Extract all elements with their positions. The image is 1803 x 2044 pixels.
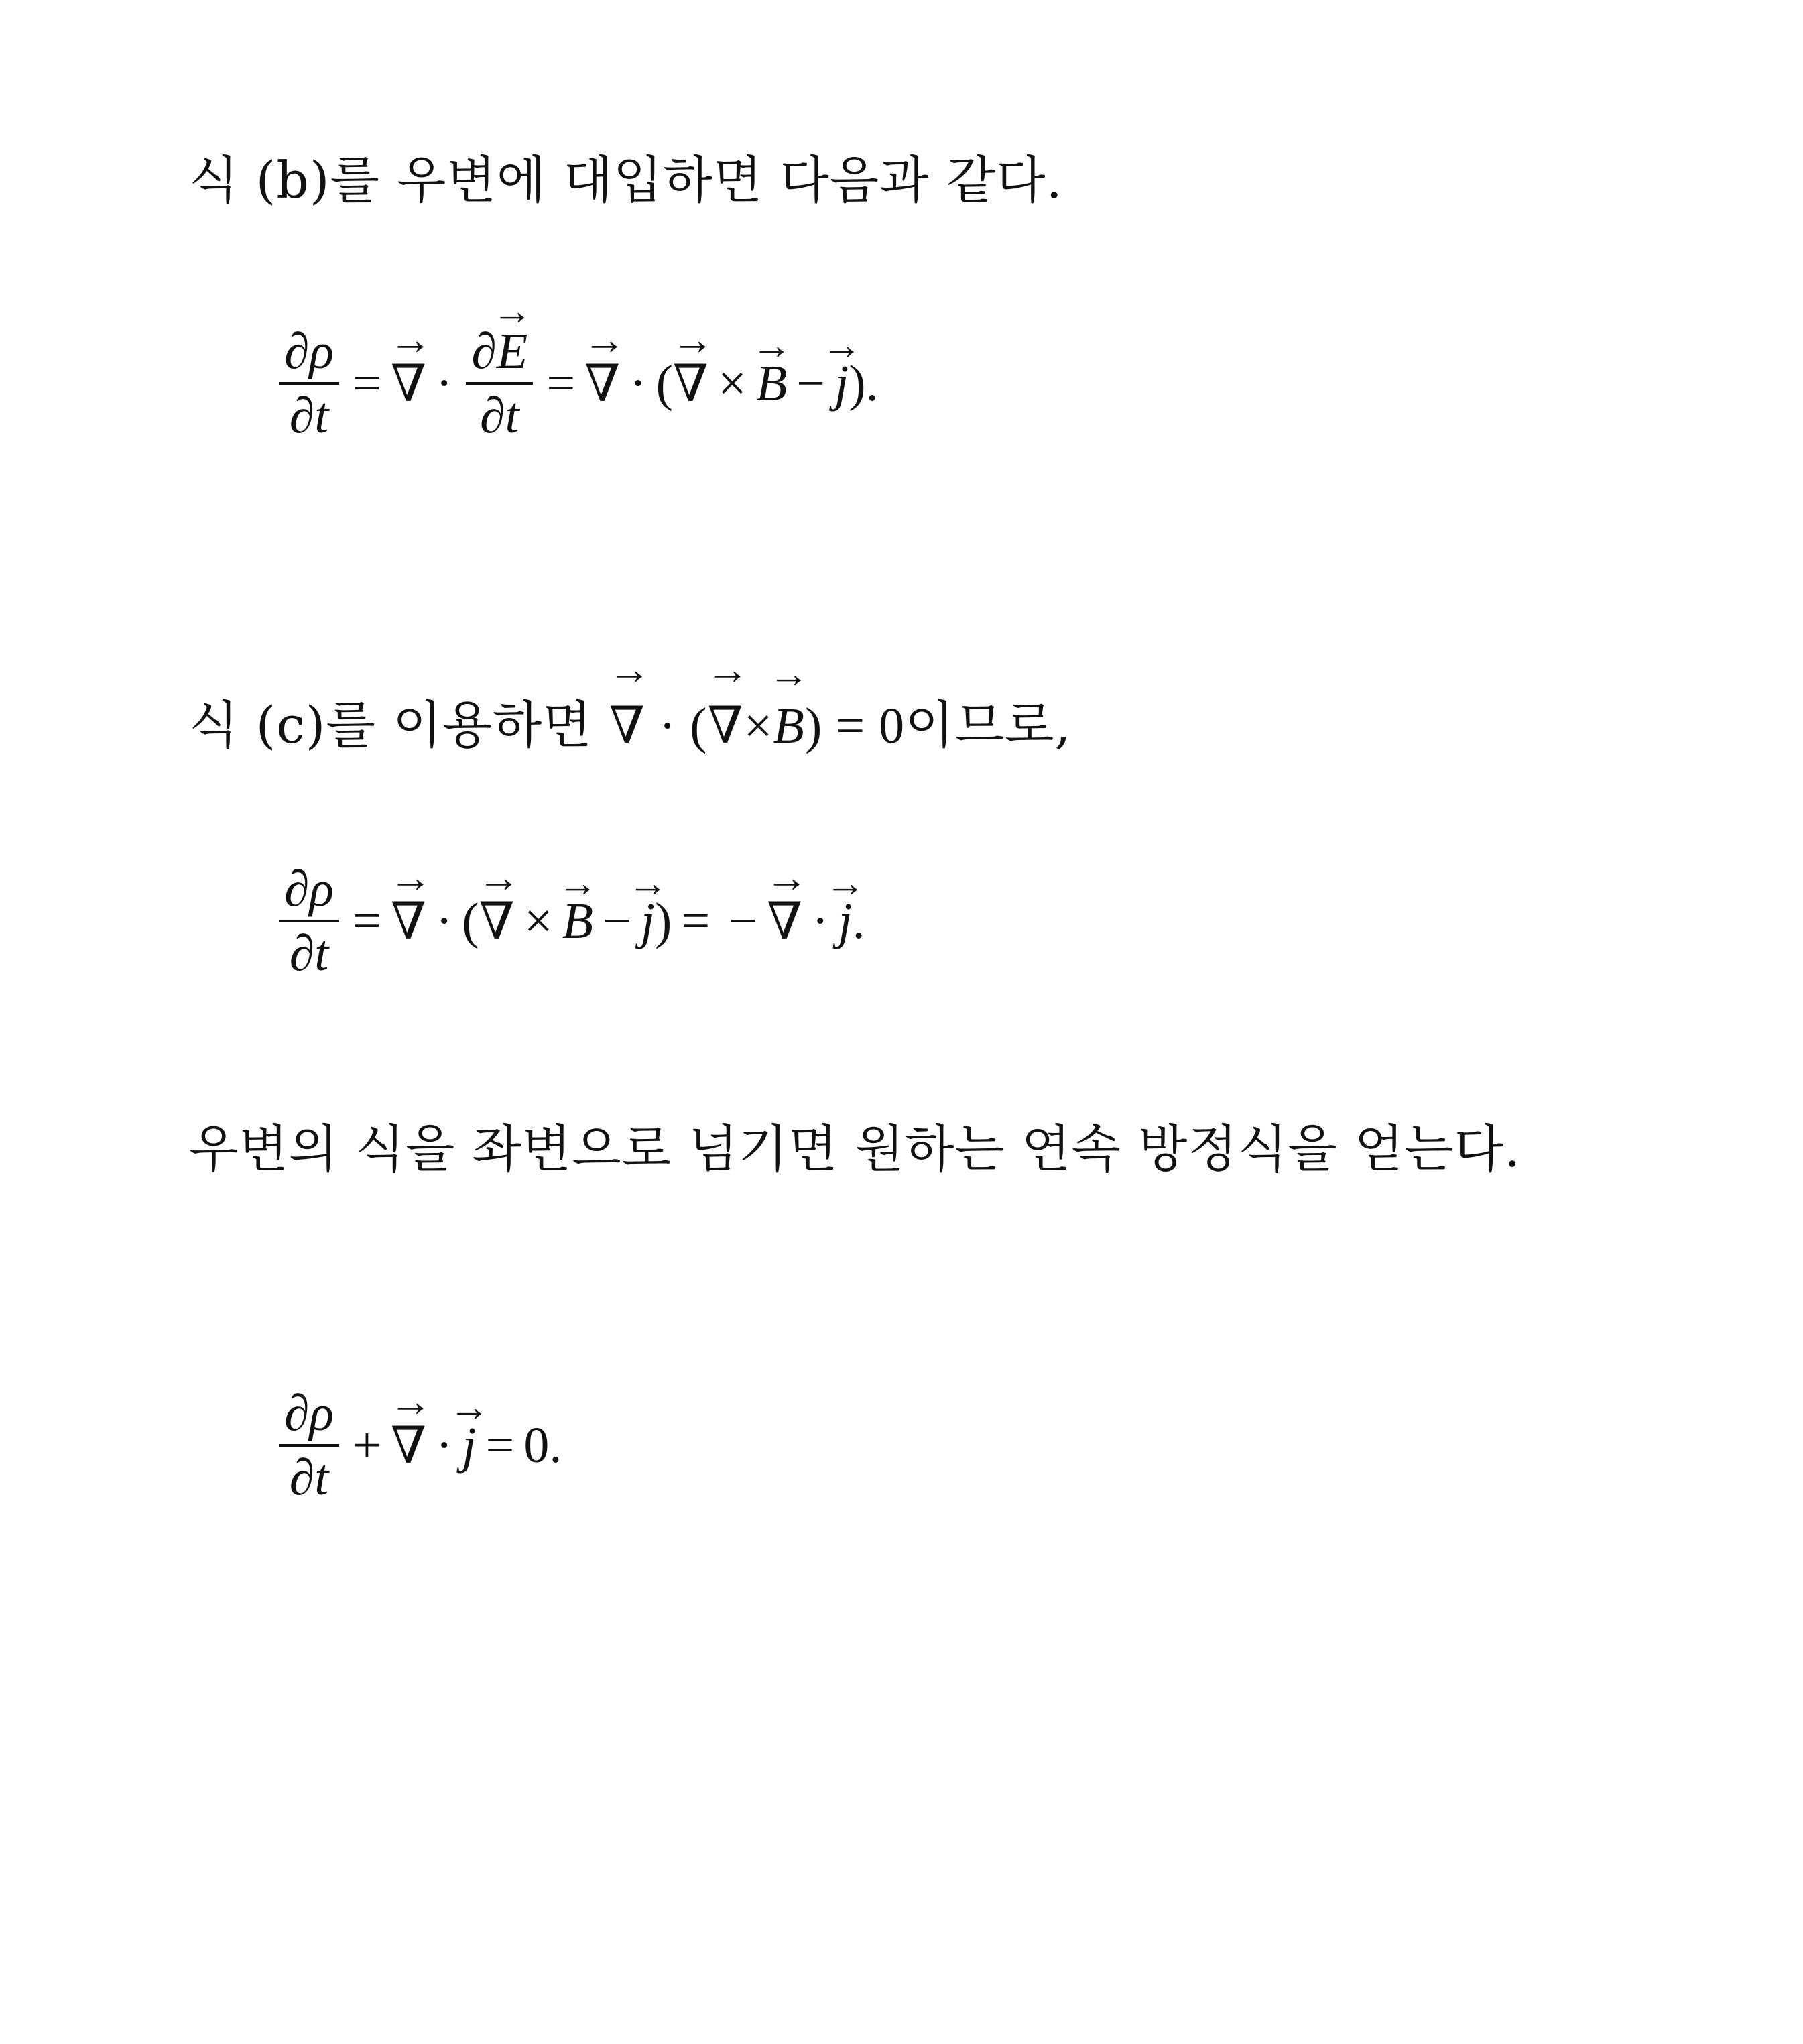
paragraph-substitution: 식 (b)를 우변에 대입하면 다음과 같다. bbox=[189, 150, 1063, 210]
fraction-drho-dt: $\frac{\partial\rho}{\partial t}$ bbox=[279, 320, 339, 446]
paragraph-identity: 식 (c)를 이용하면 → ∇ · ( → ∇× → B) = 0이므로, bbox=[189, 646, 1072, 755]
equation-2: $\frac{\partial\rho}{\partial t}$ = → ∇ · ( → ∇ × → B − → j ) = − → ∇ · → j . bbox=[275, 858, 865, 984]
vector-j: → j bbox=[821, 322, 862, 412]
nabla-vector: → ∇ bbox=[582, 316, 622, 412]
paragraph-continuity: 우변의 식을 좌변으로 넘기면 원하는 연속 방정식을 얻는다. bbox=[189, 1119, 1521, 1179]
fraction-drho-dt: $\frac{\partial\rho}{\partial t}$ bbox=[279, 1382, 339, 1508]
vector-j: → j bbox=[627, 860, 668, 949]
equation-1: $\frac{\partial\rho}{\partial t}$ = → ∇ · ∂ → E ∂t = → ∇ · ( → ∇ × → B − → j ) . bbox=[275, 320, 879, 446]
vector-B: → B bbox=[557, 860, 598, 949]
nabla-vector: → ∇ bbox=[389, 1378, 428, 1474]
inline-div-curl-zero: → ∇ · ( → ∇× → B) = 0 bbox=[607, 646, 906, 754]
nabla-vector: → ∇ bbox=[671, 316, 710, 412]
fraction-drho-dt: $\frac{\partial\rho}{\partial t}$ bbox=[279, 858, 339, 984]
nabla-vector: → ∇ bbox=[389, 853, 428, 950]
equation-continuity: $\frac{\partial\rho}{\partial t}$ + → ∇ · → j = 0 . bbox=[275, 1382, 562, 1508]
fraction-dE-dt: ∂ → E ∂t bbox=[466, 320, 533, 446]
nabla-vector: → ∇ bbox=[477, 853, 517, 950]
vector-j: → j bbox=[825, 860, 866, 949]
vector-B: → B bbox=[751, 322, 792, 412]
nabla-vector: → ∇ bbox=[389, 316, 428, 412]
nabla-vector: → ∇ bbox=[765, 853, 804, 950]
vector-j: → j bbox=[448, 1384, 489, 1474]
